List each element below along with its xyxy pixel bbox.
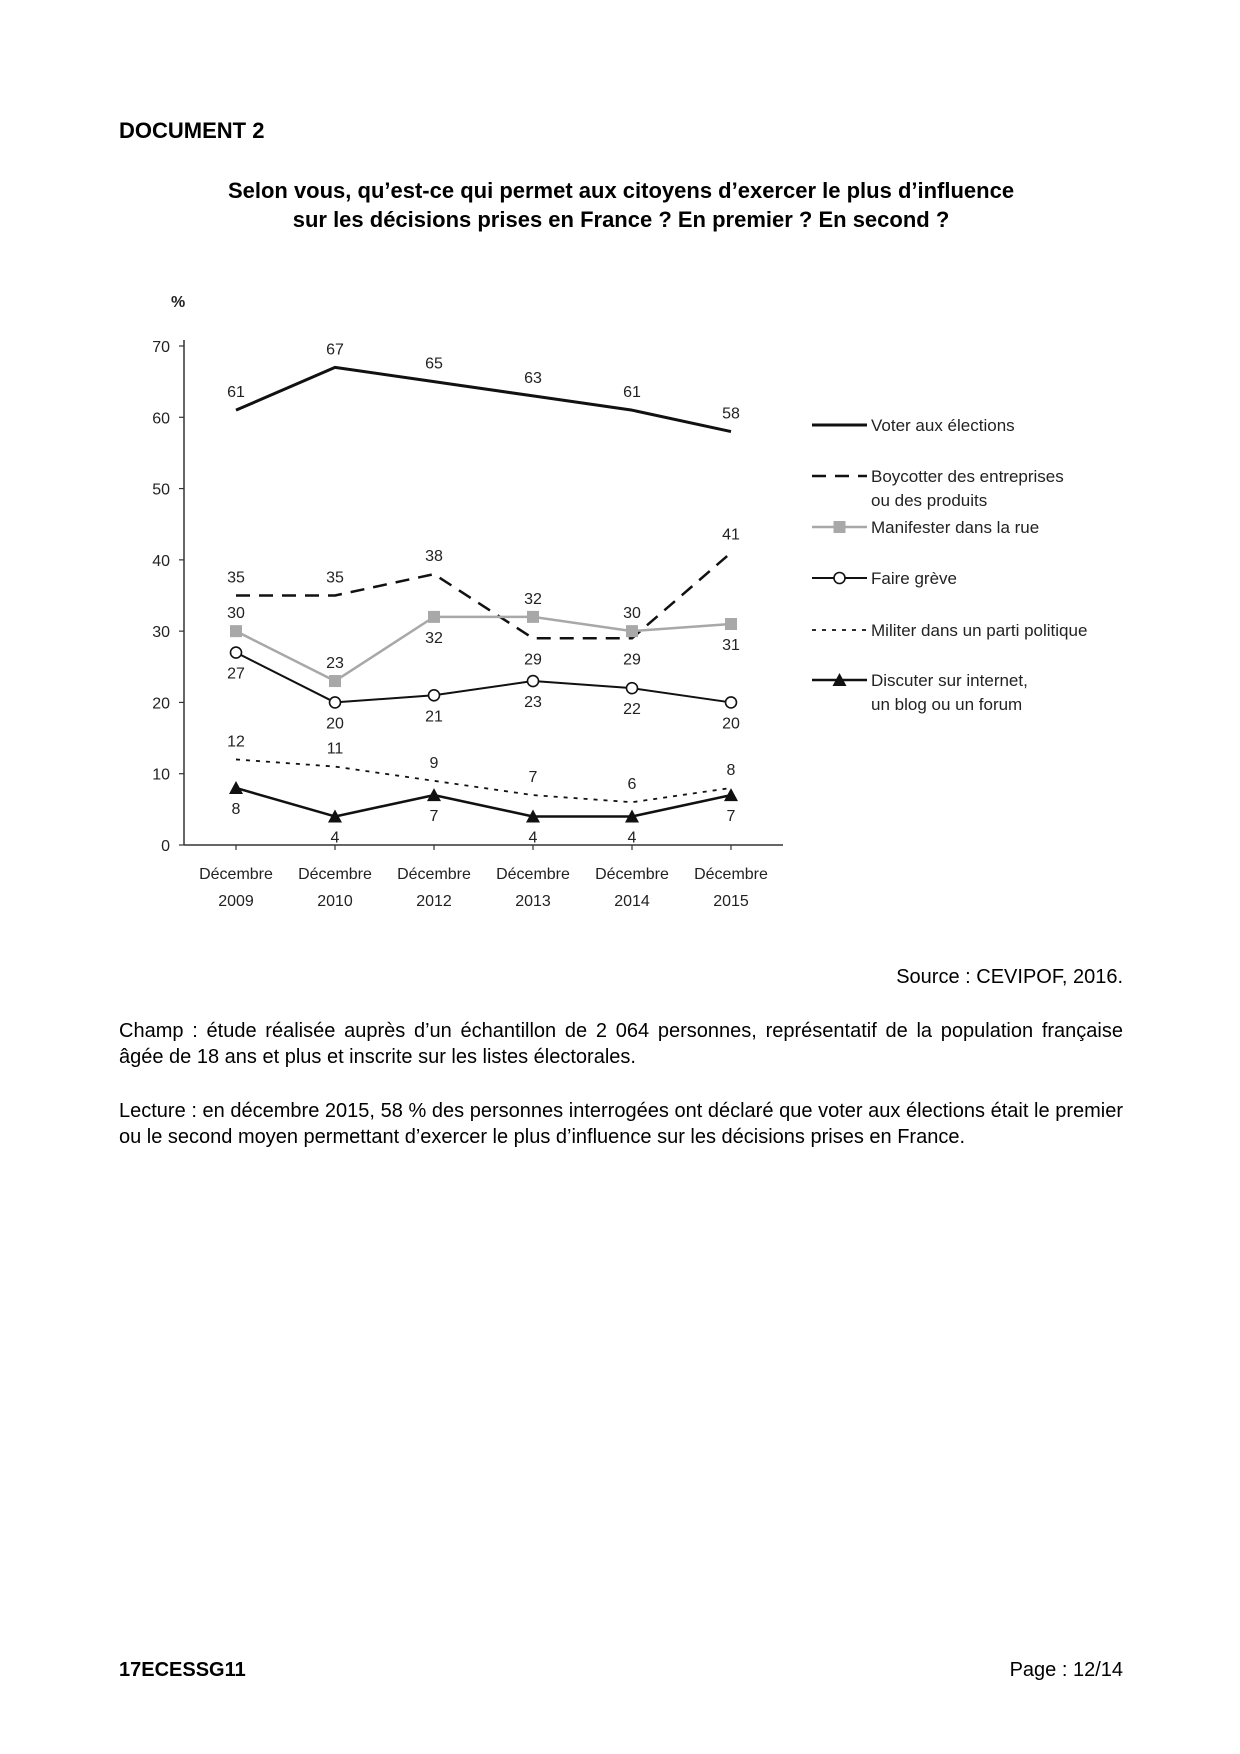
data-label: 29 — [623, 651, 641, 669]
data-point-marker — [528, 676, 539, 687]
data-label: 67 — [326, 341, 344, 359]
x-tick-label: 2009 — [218, 893, 254, 910]
x-tick-label: Décembre — [397, 866, 471, 883]
data-label: 23 — [326, 655, 344, 673]
x-tick-label: 2014 — [614, 893, 650, 910]
data-point-marker — [428, 611, 440, 623]
data-label: 22 — [623, 701, 641, 719]
y-tick-label: 30 — [152, 624, 170, 642]
data-label: 7 — [429, 808, 439, 826]
data-label: 20 — [722, 715, 740, 733]
series-line-3 — [236, 653, 731, 703]
legend-entry-label: Manifester dans la rue — [871, 518, 1040, 537]
data-point-marker — [330, 697, 341, 708]
data-label: 38 — [425, 548, 443, 566]
data-label: 4 — [627, 829, 637, 847]
data-label: 63 — [524, 369, 542, 387]
x-tick-label: Décembre — [199, 866, 273, 883]
legend-entry-label: un blog ou un forum — [871, 695, 1023, 714]
data-label: 6 — [627, 776, 637, 794]
chart-title-line-2: sur les décisions prises en France ? En premier ? En second ? — [292, 207, 950, 232]
data-point-marker — [231, 647, 242, 658]
data-label: 31 — [722, 637, 740, 655]
legend-marker — [834, 573, 845, 584]
series-line-2 — [236, 617, 731, 681]
legend-entry-label: Voter aux élections — [871, 416, 1015, 435]
data-label: 21 — [425, 708, 443, 726]
data-label: 7 — [726, 808, 736, 826]
data-point-marker — [725, 618, 737, 630]
y-tick-label: 70 — [152, 339, 170, 356]
y-tick-label: 60 — [152, 410, 170, 428]
data-point-marker — [627, 683, 638, 694]
data-label: 58 — [722, 405, 740, 423]
x-tick-label: 2015 — [713, 893, 749, 910]
data-label: 27 — [227, 665, 245, 683]
data-point-marker — [429, 690, 440, 701]
y-tick-label: 10 — [152, 766, 170, 784]
champ-paragraph: Champ : étude réalisée auprès d’un échantillon de 2 064 personnes, représentatif de la population française âgée de 18 ans et plus et inscrite sur les listes électorales. — [119, 1020, 1123, 1068]
data-label: 20 — [326, 715, 344, 733]
data-point-marker — [527, 611, 539, 623]
data-label: 4 — [330, 829, 340, 847]
data-label: 35 — [326, 569, 344, 587]
lecture-paragraph: Lecture : en décembre 2015, 58 % des personnes interrogées ont déclaré que voter aux élections était le premier ou le second moyen permettant d’exercer le plus d’influence sur les décisions prises en France. — [119, 1100, 1123, 1148]
footer-code: 17ECESSG11 — [119, 1659, 246, 1681]
series-line-0 — [236, 367, 731, 431]
data-point-marker — [229, 781, 243, 794]
data-label: 7 — [528, 769, 538, 787]
data-label: 23 — [524, 694, 542, 712]
data-label: 8 — [726, 761, 736, 779]
legend-entry-label: Discuter sur internet, — [871, 671, 1028, 690]
y-tick-label: 40 — [152, 552, 170, 570]
footer-page-number: Page : 12/14 — [1009, 1659, 1123, 1681]
data-label: 35 — [227, 569, 245, 587]
document-label: DOCUMENT 2 — [119, 118, 265, 143]
legend-entry-label: ou des produits — [871, 491, 988, 510]
data-label: 12 — [227, 733, 245, 751]
y-tick-label: 50 — [152, 481, 170, 499]
legend-marker — [834, 521, 846, 533]
y-tick-label: 20 — [152, 695, 170, 713]
legend-entry-label: Boycotter des entreprises — [871, 467, 1064, 486]
x-tick-label: 2012 — [416, 893, 452, 910]
x-tick-label: Décembre — [595, 866, 669, 883]
data-label: 8 — [231, 800, 241, 818]
series-line-4 — [236, 759, 731, 802]
x-tick-label: 2010 — [317, 893, 353, 910]
data-point-marker — [230, 625, 242, 637]
data-label: 32 — [425, 629, 443, 647]
data-point-marker — [329, 675, 341, 687]
data-point-marker — [427, 788, 441, 801]
data-point-marker — [626, 625, 638, 637]
legend-entry-label: Militer dans un parti politique — [871, 621, 1088, 640]
data-point-marker — [726, 697, 737, 708]
data-label: 61 — [227, 384, 245, 402]
legend-entry-label: Faire grève — [871, 569, 957, 588]
source-note: Source : CEVIPOF, 2016. — [896, 966, 1123, 988]
series-line-5 — [236, 788, 731, 817]
x-tick-label: Décembre — [496, 866, 570, 883]
data-label: 11 — [326, 740, 344, 758]
data-label: 41 — [722, 526, 740, 544]
chart-title — [119, 176, 1123, 234]
line-chart — [140, 280, 1100, 920]
data-label: 32 — [524, 590, 542, 608]
y-tick-label: 0 — [161, 838, 170, 855]
data-label: 4 — [528, 829, 538, 847]
data-label: 9 — [429, 754, 439, 772]
data-label: 65 — [425, 355, 443, 373]
data-label: 61 — [623, 384, 641, 402]
data-label: 30 — [623, 605, 641, 623]
x-tick-label: 2013 — [515, 893, 551, 910]
data-point-marker — [724, 788, 738, 801]
y-axis-unit-label: % — [171, 294, 186, 311]
x-tick-label: Décembre — [694, 866, 768, 883]
x-tick-label: Décembre — [298, 866, 372, 883]
series-line-1 — [236, 553, 731, 639]
data-label: 30 — [227, 605, 245, 623]
data-label: 29 — [524, 651, 542, 669]
chart-title-line-1: Selon vous, qu’est-ce qui permet aux citoyens d’exercer le plus d’influence — [227, 178, 1015, 203]
